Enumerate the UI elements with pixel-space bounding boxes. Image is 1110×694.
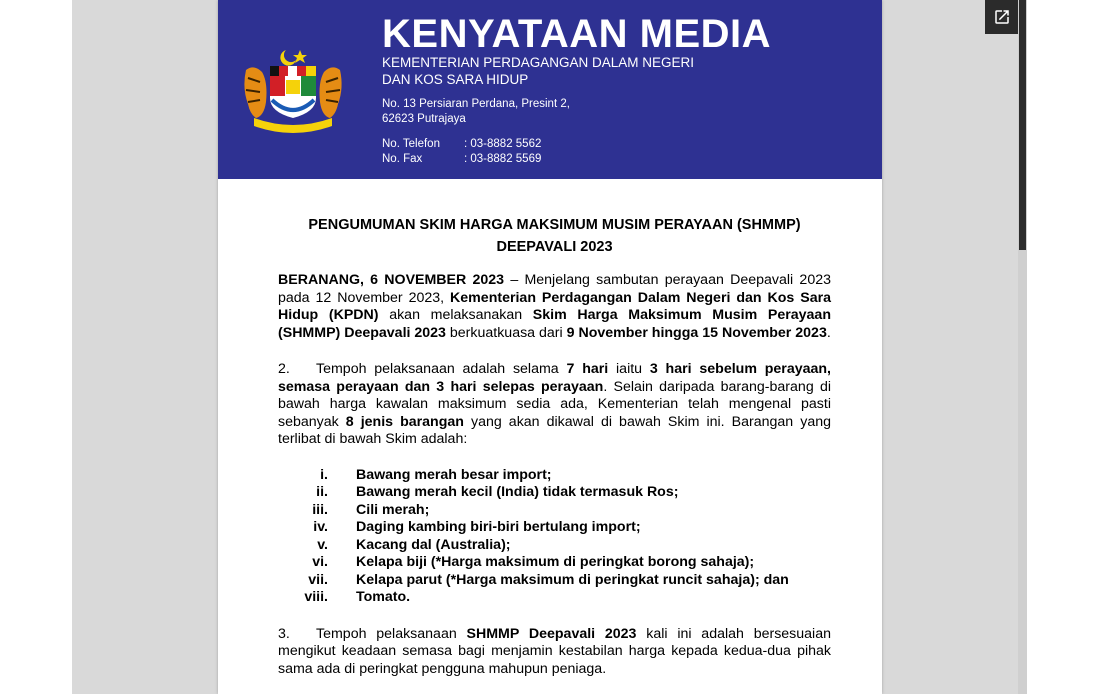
list-item-number: viii. <box>304 589 328 605</box>
phone-value: : 03-8882 5562 <box>464 138 542 150</box>
document-title <box>278 214 831 258</box>
list-item <box>278 572 831 590</box>
fax-value: : 03-8882 5569 <box>464 153 542 165</box>
vertical-scrollbar[interactable] <box>1018 0 1027 694</box>
list-item-number: i. <box>320 466 328 483</box>
controlled-items-list <box>278 467 831 607</box>
p2-days: 3 hari sebelum perayaan, semasa perayaan dan 3 hari selepas perayaan <box>278 361 831 395</box>
list-item-number: ii. <box>316 484 328 500</box>
p2-duration: 7 hari <box>566 361 609 377</box>
p2-number: 2. <box>278 361 290 377</box>
list-item-number: iii. <box>312 501 328 518</box>
ministry-name <box>382 54 762 88</box>
title-line-1: PENGUMUMAN SKIM HARGA MAKSIMUM MUSIM PERAYAAN (SHMMP) <box>308 217 801 233</box>
p1-dateline: BERANANG, 6 NOVEMBER 2023 <box>278 272 505 288</box>
p2-text-1: Tempoh pelaksanaan adalah selama <box>316 361 567 377</box>
p2-text-3: . Selain daripada barang-barang di bawah harga kawalan maksimum sedia ada, Kementerian telah mengenal pasti sebanyak <box>278 378 831 430</box>
list-item-text: Daging kambing biri-biri bertulang import; <box>356 519 641 535</box>
list-item-text: Bawang merah kecil (India) tidak termasuk Ros; <box>356 484 679 500</box>
paragraph-2 <box>278 361 831 449</box>
p1-text-3: berkuatkuasa dari <box>445 324 567 341</box>
open-in-new-icon <box>993 8 1011 26</box>
fax-row <box>382 152 541 167</box>
address-line-1: No. 13 Persiaran Perdana, Presint 2, <box>382 98 570 110</box>
scrollbar-thumb[interactable] <box>1019 0 1026 250</box>
p3-text-1: Tempoh pelaksanaan <box>316 625 467 642</box>
list-item-text: Kelapa parut (*Harga maksimum di peringkat runcit sahaja); dan <box>356 571 789 588</box>
list-item <box>278 589 831 607</box>
ministry-line-2: DAN KOS SARA HIDUP <box>382 72 529 87</box>
fax-label: No. Fax <box>382 153 423 165</box>
ministry-address <box>382 97 570 127</box>
list-item-text: Kelapa biji (*Harga maksimum di peringkat borong sahaja); <box>356 554 755 570</box>
list-item <box>278 467 831 485</box>
list-item-number: vii. <box>308 571 328 588</box>
contact-info <box>382 137 541 167</box>
list-item <box>278 484 831 502</box>
document-page <box>218 0 882 694</box>
title-line-2: DEEPAVALI 2023 <box>496 239 613 255</box>
p1-text-2: akan melaksanakan <box>378 307 533 323</box>
paragraph-1 <box>278 272 831 342</box>
media-statement-header <box>218 0 882 179</box>
list-item-number: vi. <box>312 554 328 570</box>
list-item-number: v. <box>317 536 328 553</box>
paragraph-3 <box>278 626 831 679</box>
list-item <box>278 554 831 572</box>
phone-row <box>382 137 541 152</box>
header-title: KENYATAAN MEDIA <box>382 12 772 56</box>
list-item-text: Bawang merah besar import; <box>356 466 552 483</box>
document-body <box>278 214 831 694</box>
list-item-text: Kacang dal (Australia); <box>356 536 511 553</box>
list-item <box>278 537 831 555</box>
list-item <box>278 502 831 520</box>
p1-text-4: . <box>826 324 831 341</box>
p3-scheme: SHMMP Deepavali 2023 <box>466 625 637 642</box>
coat-of-arms-icon <box>240 48 346 134</box>
p1-scheme: Skim Harga Maksimum Musim Perayaan (SHMMP) Deepavali 2023 <box>278 307 831 341</box>
phone-label: No. Telefon <box>382 138 440 150</box>
list-item-text: Cili merah; <box>356 501 430 518</box>
list-item-text: Tomato. <box>356 589 411 605</box>
p3-text-2: kali ini adalah bersesuaian mengikut keadaan semasa bagi menjamin kestabilan harga kepada kedua-dua pihak sama ada di peringkat pengguna mahupun peniaga. <box>278 625 831 677</box>
p1-text-1: – Menjelang sambutan perayaan Deepavali 2023 pada 12 November 2023, <box>278 272 831 306</box>
list-item <box>278 519 831 537</box>
p1-period: 9 November hingga 15 November 2023 <box>566 324 827 341</box>
ministry-line-1: KEMENTERIAN PERDAGANGAN DALAM NEGERI <box>382 55 695 70</box>
p2-text-4: yang akan dikawal di bawah Skim ini. Barangan yang terlibat di bawah Skim adalah: <box>278 413 831 447</box>
p1-ministry: Kementerian Perdagangan Dalam Negeri dan Kos Sara Hidup (KPDN) <box>278 289 832 323</box>
list-item-number: iv. <box>313 519 328 535</box>
p2-text-2: iaitu <box>608 361 650 377</box>
p3-number: 3. <box>278 625 290 642</box>
p2-item-count: 8 jenis barangan <box>345 413 464 430</box>
address-line-2: 62623 Putrajaya <box>382 113 466 125</box>
open-in-new-button[interactable] <box>985 0 1018 34</box>
